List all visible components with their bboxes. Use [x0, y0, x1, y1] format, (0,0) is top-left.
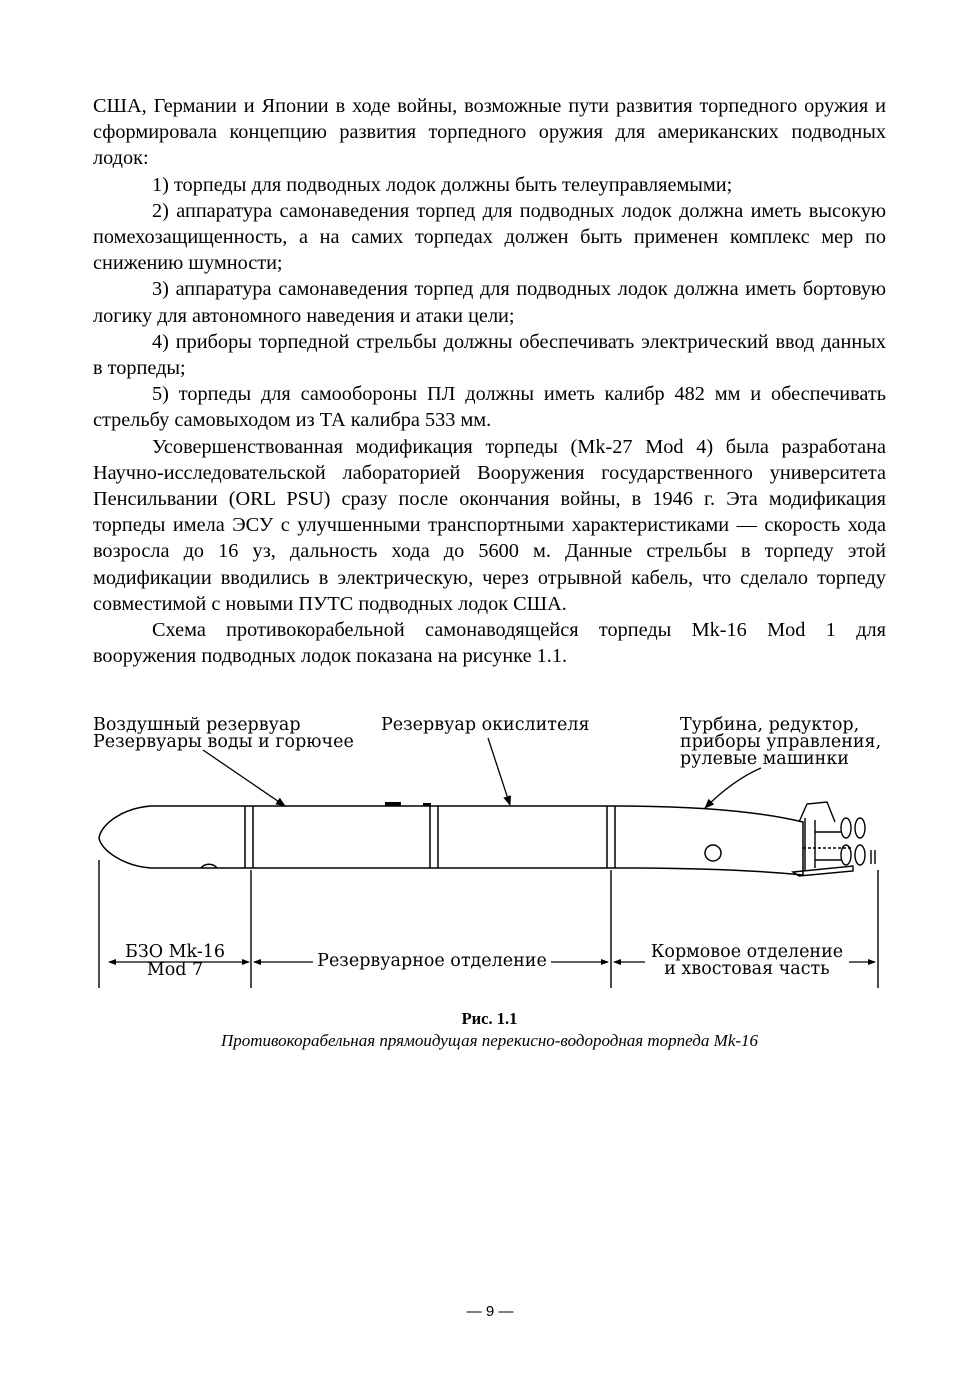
leader-line-oxidizer	[488, 738, 510, 805]
section-label-tanks: Резервуарное отделение	[317, 951, 547, 971]
figure-title: Противокорабельная прямоидущая перекисно-водородная торпеда Mk-16	[220, 1031, 759, 1050]
leader-line-turbine	[705, 768, 761, 808]
torpedo-body	[99, 802, 803, 875]
paragraph: Схема противокорабельной самонаводящейся торпеды Mk-16 Mod 1 для вооружения подводных лодок показана на рисунке 1.1.	[93, 619, 886, 668]
list-item: 2) аппаратура самонаведения торпед для подводных лодок должна иметь высокую помехозащищенность, а на самих торпедах должен быть применен комплекс мер по снижению шумности;	[93, 199, 886, 275]
figure-number: Рис. 1.1	[461, 1009, 518, 1028]
section-label-warhead-mod: Mod 7	[146, 960, 204, 980]
label-control-devices: приборы управления,	[680, 732, 882, 752]
label-water-fuel-tanks: Резервуары воды и горючее	[93, 732, 354, 752]
paragraph: США, Германии и Японии в ходе войны, возможные пути развития торпедного оружия и сформировала концепцию развития торпедного оружия для американских подводных лодок:	[93, 95, 886, 170]
page-number: — 9 —	[466, 1303, 514, 1320]
torpedo-stern	[793, 802, 875, 876]
list-item: 1) торпеды для подводных лодок должны быть телеуправляемыми;	[152, 173, 733, 196]
label-turbine: Турбина, редуктор,	[680, 715, 860, 735]
section-label-aft: Кормовое отделение	[650, 942, 844, 962]
figure-caption	[93, 1008, 886, 1052]
list-item: 5) торпеды для самообороны ПЛ должны иметь калибр 482 мм и обеспечивать стрельбу самовыходом из ТА калибра 533 мм.	[93, 383, 886, 432]
leader-line-air-tank	[203, 750, 285, 806]
body-text	[93, 93, 886, 669]
torpedo-figure	[93, 710, 886, 995]
paragraph: Усовершенствованная модификация торпеды (Mk-27 Mod 4) была разработана Научно-исследовательской лабораторией Вооружения государственного университета Пенсильвании (ORL PSU) сразу после окончания войны, в 1946 г. Эта модификация торпеды имела ЭСУ с улучшенными транспортными характеристиками — скорость хода возросла до 16 уз, дальность хода до 5600 м. Данные стрельбы в торпеду этой модификации вводились в электрическую, через отрывной кабель, что сделало торпеду совместимой с новыми ПУТС подводных лодок США.	[93, 435, 886, 615]
label-steering-machines: рулевые машинки	[680, 749, 849, 769]
list-item: 4) приборы торпедной стрельбы должны обеспечивать электрический ввод данных в торпеды;	[93, 330, 886, 380]
torpedo-diagram	[93, 710, 886, 995]
section-label-warhead: БЗО Mk-16	[124, 942, 226, 962]
list-item: 3) аппаратура самонаведения торпед для подводных лодок должна иметь бортовую логику для автономного наведения и атаки цели;	[93, 278, 886, 327]
label-oxidizer-tank: Резервуар окислителя	[381, 715, 590, 735]
section-label-tail: и хвостовая часть	[664, 959, 830, 979]
label-air-tank: Воздушный резервуар	[93, 715, 301, 735]
